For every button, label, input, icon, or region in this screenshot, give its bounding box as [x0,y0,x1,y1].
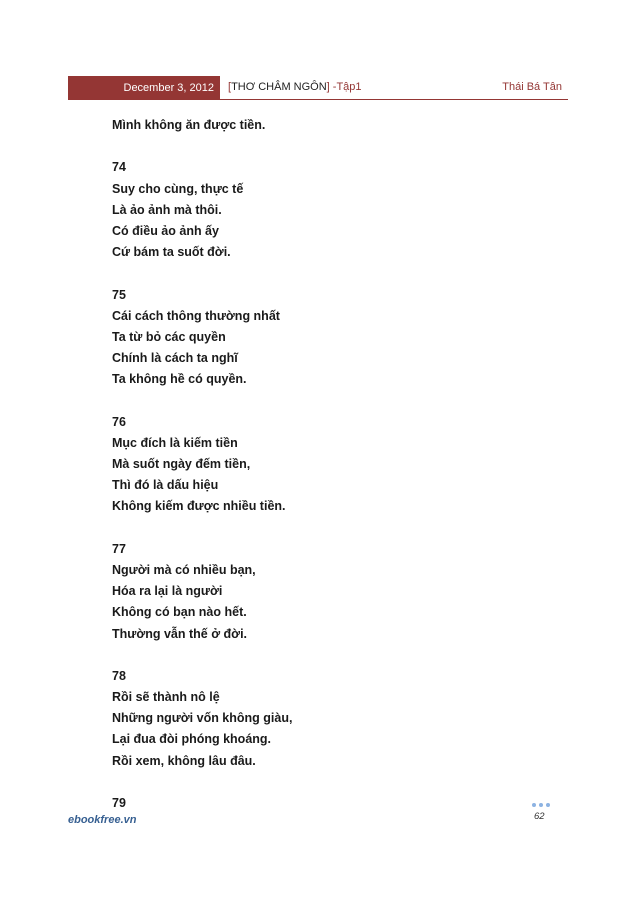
poem-line: Ta từ bỏ các quyền [112,329,226,344]
poem-number: 75 [112,287,126,302]
poem-line: Mục đích là kiếm tiền [112,435,238,450]
page-number: 62 [534,811,545,822]
poem-line: Hóa ra lại là người [112,584,223,599]
poem-line: Người mà có nhiều bạn, [112,562,256,577]
header-author: Thái Bá Tân [502,81,562,93]
poem-line: Những người vốn không giàu, [112,711,293,726]
footer-site-link[interactable]: ebookfree.vn [68,814,137,826]
blank-line [112,645,532,666]
poem-line: Là ảo ảnh mà thôi. [112,202,222,217]
header-bracket-close: ] [326,81,330,93]
poem-line: Cái cách thông thường nhất [112,308,280,323]
blank-line [112,772,532,793]
page-dots-icon [532,803,550,807]
poem-line: Rồi xem, không lâu đâu. [112,753,256,768]
header-volume: -Tập1 [329,81,362,93]
poem-line: Mà suốt ngày đếm tiền, [112,457,251,471]
poem-line: Suy cho cùng, thực tế [112,181,244,196]
poem-number: 78 [112,668,126,683]
poem-content [112,115,532,814]
poem-line: Không có bạn nào hết. [112,605,247,620]
poem-number: 79 [112,796,126,810]
poem-number: 74 [112,160,126,175]
poem-line: Không kiếm được nhiều tiền. [112,499,286,514]
poem-line: Chính là cách ta nghĩ [112,351,238,366]
poem-line: Lại đua đòi phóng khoáng. [112,732,272,747]
blank-line [112,136,532,157]
poem-line: Rồi sẽ thành nô lệ [112,690,220,705]
poem-line: Thì đó là dấu hiệu [112,478,219,493]
blank-line [112,390,532,411]
poem-line: Thường vẫn thế ở đời. [112,626,248,641]
poem-line: Ta không hề có quyền. [112,372,247,387]
header-rule [68,99,568,100]
blank-line [112,518,532,539]
page-header [68,76,568,100]
poem-number: 76 [112,414,126,429]
poem-line: Có điều ảo ảnh ấy [112,223,219,238]
header-date: December 3, 2012 [68,76,220,100]
header-bracket-open: [ [228,81,232,93]
blank-line [112,263,532,284]
header-book-title [228,76,362,98]
poem-line: Mình không ăn được tiền. [112,118,266,132]
poem-number: 77 [112,541,126,556]
header-title-text: THƠ CHÂM NGÔN [231,81,327,93]
poem-line: Cứ bám ta suốt đời. [112,245,231,260]
